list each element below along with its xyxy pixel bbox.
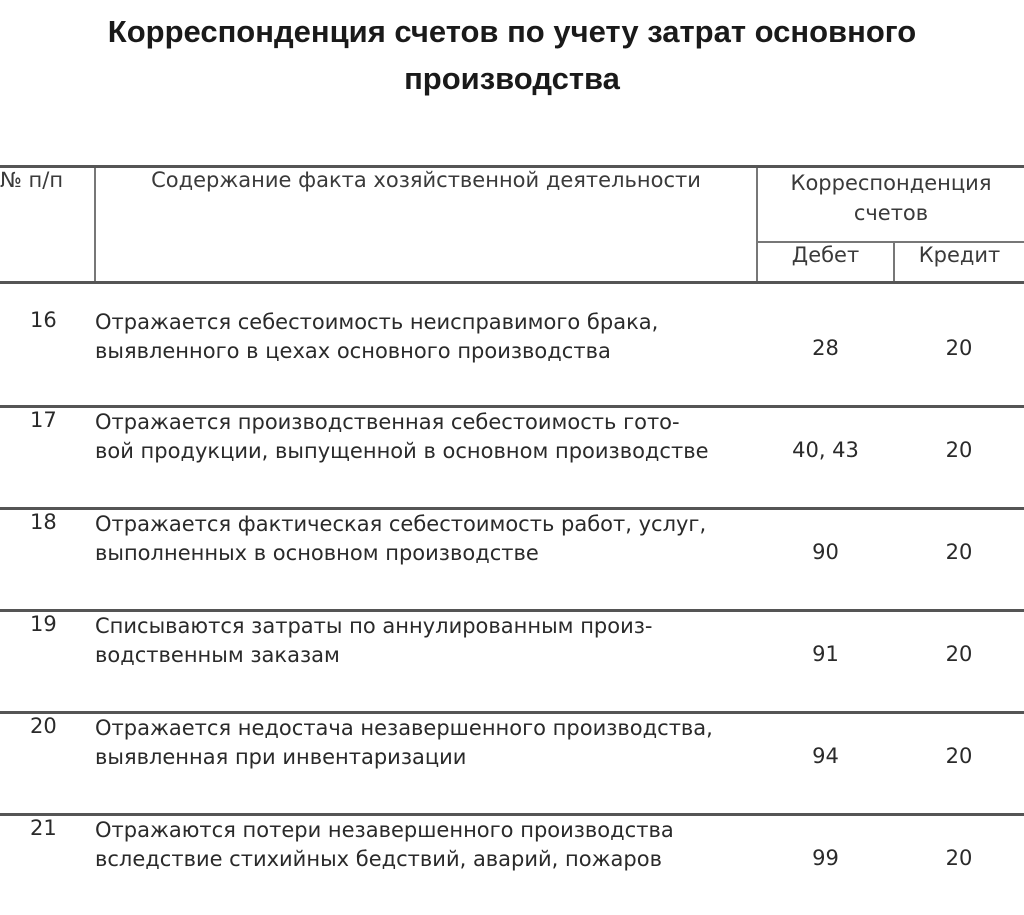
row-debit: 99 — [757, 815, 894, 915]
row-description-line-1: Списываются затраты по аннулированным произ- — [95, 612, 757, 641]
row-description-line-2: выявленного в цехах основного производства — [95, 337, 757, 366]
header-correspondence-line-2: счетов — [758, 198, 1024, 228]
header-credit: Кредит — [894, 242, 1024, 282]
header-debit: Дебет — [757, 242, 894, 282]
row-description-line-1: Отражается недостача незавершенного производства, — [95, 714, 757, 743]
row-description-line-1: Отражается производственная себестоимость гото- — [95, 408, 757, 437]
header-number: № п/п — [0, 167, 95, 283]
table-row — [0, 283, 1024, 407]
row-debit: 94 — [757, 713, 894, 815]
row-credit: 20 — [894, 283, 1024, 407]
table-row — [0, 407, 1024, 509]
page-title — [0, 8, 1024, 102]
table-row — [0, 611, 1024, 713]
row-credit: 20 — [894, 713, 1024, 815]
table-row — [0, 815, 1024, 915]
header-correspondence-line-1: Корреспонденция — [758, 168, 1024, 198]
row-description-line-1: Отражаются потери незавершенного производства — [95, 816, 757, 845]
row-description — [95, 283, 757, 407]
row-debit: 91 — [757, 611, 894, 713]
row-description-line-1: Отражается себестоимость неисправимого брака, — [95, 308, 757, 337]
row-number: 17 — [0, 407, 95, 509]
row-debit: 28 — [757, 283, 894, 407]
row-credit: 20 — [894, 407, 1024, 509]
row-description-line-2: вой продукции, выпущенной в основном производстве — [95, 437, 757, 466]
row-description — [95, 815, 757, 915]
row-description-line-2: вследствие стихийных бедствий, аварий, пожаров — [95, 845, 757, 874]
row-description — [95, 407, 757, 509]
row-number: 19 — [0, 611, 95, 713]
row-description-line-2: выполненных в основном производстве — [95, 539, 757, 568]
header-correspondence — [757, 167, 1024, 243]
row-debit: 90 — [757, 509, 894, 611]
table-row — [0, 509, 1024, 611]
row-credit: 20 — [894, 815, 1024, 915]
correspondence-table — [0, 165, 1024, 915]
row-credit: 20 — [894, 611, 1024, 713]
table-row — [0, 713, 1024, 815]
row-description — [95, 713, 757, 815]
row-description-line-2: выявленная при инвентаризации — [95, 743, 757, 772]
row-description — [95, 611, 757, 713]
row-number: 21 — [0, 815, 95, 915]
table-header-row — [0, 167, 1024, 243]
row-debit: 40, 43 — [757, 407, 894, 509]
row-description — [95, 509, 757, 611]
row-number: 20 — [0, 713, 95, 815]
row-description-line-2: водственным заказам — [95, 641, 757, 670]
page-title-line-1: Корреспонденция счетов по учету затрат основного — [0, 8, 1024, 55]
header-description: Содержание факта хозяйственной деятельности — [95, 167, 757, 283]
page-title-line-2: производства — [0, 55, 1024, 102]
row-credit: 20 — [894, 509, 1024, 611]
row-number: 16 — [0, 283, 95, 407]
correspondence-table-container — [0, 165, 1024, 768]
row-number: 18 — [0, 509, 95, 611]
row-description-line-1: Отражается фактическая себестоимость работ, услуг, — [95, 510, 757, 539]
